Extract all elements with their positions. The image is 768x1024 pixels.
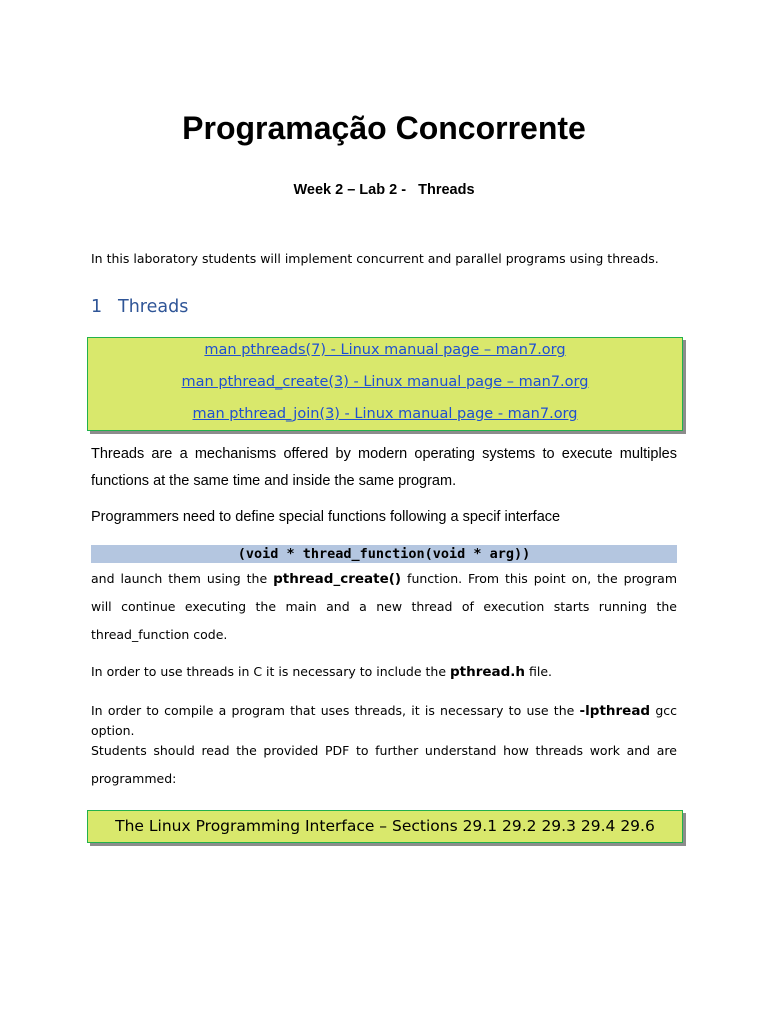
link-pthreads-man[interactable]: man pthreads(7) - Linux manual page – man7.org	[204, 342, 566, 358]
lpthread-keyword: -lpthread	[579, 703, 651, 719]
section-heading	[91, 295, 188, 319]
document-subtitle: Week 2 – Lab 2 - Threads	[293, 182, 475, 198]
paragraph-interface: Programmers need to define special functions following a specif interface	[91, 509, 561, 525]
link-pthread-create-man[interactable]: man pthread_create(3) - Linux manual page – man7.org	[181, 374, 589, 390]
intro-paragraph: In this laboratory students will implement concurrent and parallel programs using threads.	[91, 251, 659, 266]
paragraph-threads-definition: Threads are a mechanisms offered by modern operating systems to execute multiples functions at the same time and inside the same program.	[91, 446, 677, 489]
pthread-h-keyword: pthread.h	[449, 664, 526, 680]
link-pthread-join-man[interactable]: man pthread_join(3) - Linux manual page - man7.org	[192, 406, 578, 422]
code-signature: (void * thread_function(void * arg))	[91, 545, 677, 563]
section-number: 1	[91, 297, 103, 317]
section-title: Threads	[118, 297, 189, 317]
book-reference: The Linux Programming Interface – Sections 29.1 29.2 29.3 29.4 29.6	[115, 817, 655, 835]
links-box	[87, 337, 683, 431]
paragraph-pthread-create: and launch them using the pthread_create() function. From this point on, the program will continue executing the main and a new thread of execution starts running the thread_function code.	[91, 571, 677, 642]
book-reference-box	[87, 810, 683, 843]
paragraph-compile: In order to compile a program that uses threads, it is necessary to use the -lpthread gcc option.	[91, 703, 677, 738]
paragraph-include: In order to use threads in C it is necessary to include the pthread.h file.	[91, 664, 553, 680]
paragraph-reading: Students should read the provided PDF to further understand how threads work and are programmed:	[91, 743, 677, 786]
pthread-create-keyword: pthread_create()	[273, 571, 402, 587]
document-title: Programação Concorrente	[182, 110, 586, 146]
